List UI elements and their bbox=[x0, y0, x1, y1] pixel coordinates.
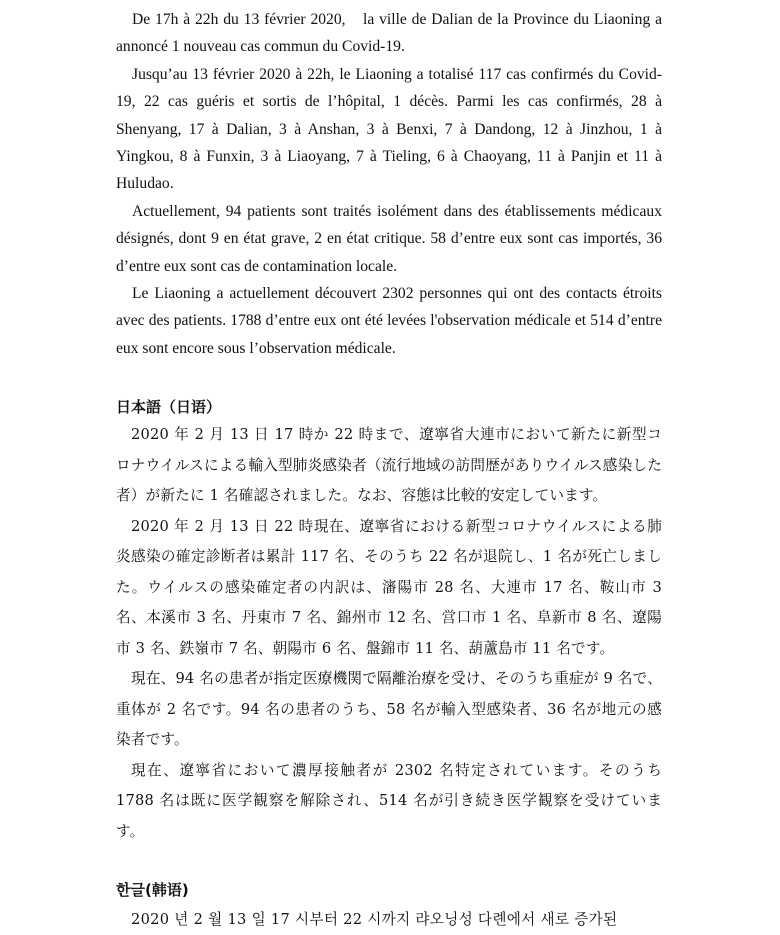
korean-section bbox=[116, 905, 662, 935]
japanese-heading: 日本語（日语） bbox=[116, 398, 222, 417]
korean-paragraph-1: 2020 년 2 월 13 일 17 시부터 22 시까지 랴오닝성 다롄에서 새로 증가된 bbox=[131, 911, 618, 929]
french-section bbox=[116, 0, 662, 362]
japanese-section bbox=[116, 420, 662, 847]
japanese-paragraph-4: 現在、遼寧省において濃厚接触者が 2302 名特定されています。そのうち 1788 名は既に医学観察を解除され、514 名が引き続き医学観察を受けています。 bbox=[116, 761, 662, 840]
korean-heading: 한글(韩语) bbox=[116, 881, 189, 900]
french-paragraph-3: Actuellement, 94 patients sont traités isolément dans des établissements médicaux désignés, dont 9 en état grave, 2 en état critique. 58 d’entre eux sont cas importés, 36 d’entre eux sont cas de contamination locale. bbox=[116, 202, 662, 275]
japanese-paragraph-1: 2020 年 2 月 13 日 17 時か 22 時まで、遼寧省大連市において新たに新型コロナウイルスによる輸入型肺炎感染者（流行地域の訪問歴がありウイルス感染した者）が新たに 1 名確認されました。なお、容態は比較的安定しています。 bbox=[116, 426, 662, 505]
japanese-paragraph-3: 現在、94 名の患者が指定医療機関で隔離治療を受け、そのうち重症が 9 名で、重体が 2 名です。94 名の患者のうち、58 名が輸入型感染者、36 名が地元の感染者です。 bbox=[116, 670, 662, 749]
document-page bbox=[116, 0, 662, 935]
french-paragraph-1: De 17h à 22h du 13 février 2020, la ville de Dalian de la Province du Liaoning a annoncé 1 nouveau cas commun du Covid-19. bbox=[116, 11, 662, 56]
japanese-paragraph-2: 2020 年 2 月 13 日 22 時現在、遼寧省における新型コロナウイルスによる肺炎感染の確定診断者は累計 117 名、そのうち 22 名が退院し、1 名が死亡しました。ウイルスの感染確定者の内訳は、瀋陽市 28 名、大連市 17 名、鞍山市 3 名、本溪市 3 名、丹東市 7 名、錦州市 12 名、営口市 1 名、阜新市 8 名、遼陽市 3 名、鉄嶺市 7 名、朝陽市 6 名、盤錦市 11 名、葫蘆島市 11 名です。 bbox=[116, 517, 662, 657]
french-paragraph-4: Le Liaoning a actuellement découvert 2302 personnes qui ont des contacts étroits avec des patients. 1788 d’entre eux ont été levées l'observation médicale et 514 d’entre eux sont encore sous l’observation médicale. bbox=[116, 285, 662, 357]
french-paragraph-2: Jusqu’au 13 février 2020 à 22h, le Liaoning a totalisé 117 cas confirmés du Covid-19, 22 cas guéris et sortis de l’hôpital, 1 décès. Parmi les cas confirmés, 28 à Shenyang, 17 à Dalian, 3 à Anshan, 3 à Benxi, 7 à Dandong, 12 à Jinzhou, 1 à Yingkou, 8 à Funxin, 3 à Liaoyang, 7 à Tieling, 6 à Chaoyang, 11 à Panjin et 11 à Huludao. bbox=[116, 65, 662, 193]
